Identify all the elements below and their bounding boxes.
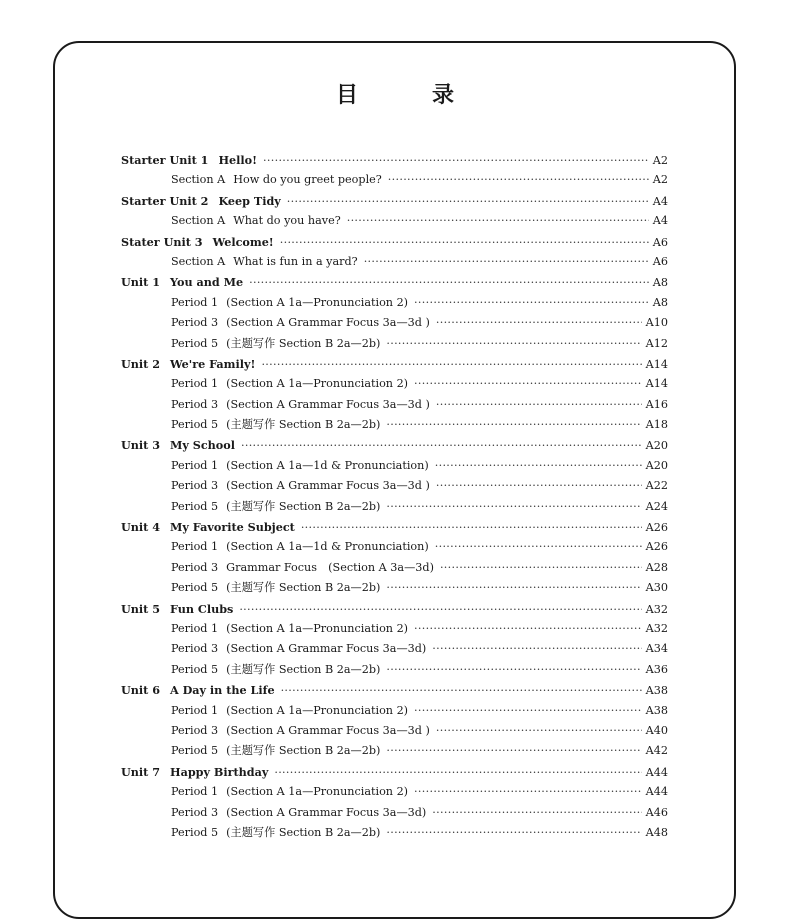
toc-entry-label <box>121 232 274 252</box>
dot-leader <box>436 395 642 415</box>
section-number: Period 1 <box>171 540 219 554</box>
page-number: A8 <box>652 276 668 290</box>
toc-entry-label <box>171 558 434 578</box>
section-description: (主题写作 Section B 2a—2b) <box>226 336 381 350</box>
unit-number: Unit 5 <box>121 601 160 616</box>
section-description: (主题写作 Section B 2a—2b) <box>226 662 381 676</box>
toc-entry-label <box>121 680 275 700</box>
page-number: A34 <box>645 642 668 656</box>
toc-subentry[interactable] <box>121 313 668 333</box>
unit-number: Unit 7 <box>121 764 160 779</box>
toc-entry-label <box>171 782 408 802</box>
toc-subentry[interactable] <box>121 639 668 659</box>
page-number: A32 <box>645 602 668 616</box>
dot-leader <box>281 681 642 701</box>
page-number: A32 <box>645 621 668 635</box>
section-number: Period 3 <box>171 479 219 493</box>
toc-subentry[interactable] <box>121 537 668 557</box>
page-number: A38 <box>645 703 668 717</box>
unit-number: Unit 4 <box>121 520 160 535</box>
section-number: Period 1 <box>171 621 219 635</box>
toc-entry-label <box>121 150 257 170</box>
dot-leader <box>414 619 642 639</box>
section-description: (主题写作 Section B 2a—2b) <box>226 581 381 595</box>
unit-number: Starter Unit 2 <box>121 193 209 208</box>
dot-leader <box>440 558 642 578</box>
toc-subentry[interactable] <box>121 293 668 313</box>
page-title: 目 录 <box>335 82 480 108</box>
section-description: What is fun in a yard? <box>233 254 358 268</box>
dot-leader <box>432 803 641 823</box>
toc-entry-label <box>171 476 430 496</box>
toc-entry-label <box>171 639 426 659</box>
toc-subentry[interactable] <box>121 497 668 517</box>
toc-entry-label <box>171 170 382 190</box>
section-description: (Section A 1a—Pronunciation 2) <box>226 785 409 799</box>
unit-name: Happy Birthday <box>170 764 269 779</box>
section-number: Period 5 <box>171 825 219 839</box>
toc-entry-label <box>171 334 380 354</box>
toc-subentry[interactable] <box>121 456 668 476</box>
dot-leader <box>301 518 642 538</box>
dot-leader <box>414 293 649 313</box>
toc-subentry[interactable] <box>121 211 668 231</box>
toc-entry-label <box>171 619 408 639</box>
dot-leader <box>386 578 641 598</box>
unit-name: Fun Clubs <box>170 601 234 616</box>
page-number: A4 <box>652 194 668 208</box>
section-number: Section A <box>171 254 226 268</box>
section-number: Period 3 <box>171 805 219 819</box>
dot-leader <box>249 273 649 293</box>
dot-leader <box>386 497 641 517</box>
toc-entry-label <box>171 456 429 476</box>
section-number: Period 3 <box>171 316 219 330</box>
dot-leader <box>241 436 642 456</box>
page-number: A18 <box>645 418 668 432</box>
section-description: (主题写作 Section B 2a—2b) <box>226 418 381 432</box>
unit-name: You and Me <box>170 275 244 290</box>
section-description: (Section A Grammar Focus 3a—3d ) <box>226 723 430 737</box>
section-description: (主题写作 Section B 2a—2b) <box>226 825 381 839</box>
page-number: A10 <box>645 316 668 330</box>
toc-entry-label <box>121 517 295 537</box>
toc-subentry[interactable] <box>121 374 668 394</box>
dot-leader <box>386 741 641 761</box>
page-number: A40 <box>645 723 668 737</box>
section-number: Period 1 <box>171 458 219 472</box>
toc-entry-label <box>171 374 408 394</box>
page-number: A14 <box>645 357 668 371</box>
dot-leader <box>280 233 649 253</box>
toc-entry-label <box>171 497 380 517</box>
toc-entry-label <box>171 721 430 741</box>
section-description: (Section A Grammar Focus 3a—3d ) <box>226 479 430 493</box>
unit-number: Unit 1 <box>121 275 160 290</box>
section-number: Period 1 <box>171 295 219 309</box>
unit-name: Hello! <box>218 153 258 167</box>
page-number: A2 <box>652 154 668 167</box>
section-description: (Section A 1a—1d & Pronunciation) <box>226 458 429 472</box>
toc-entry-label <box>171 415 380 435</box>
toc-entry-label <box>171 537 429 557</box>
page-number: A30 <box>645 581 668 595</box>
toc-entry-label <box>121 435 235 455</box>
dot-leader <box>261 355 641 375</box>
unit-number: Unit 3 <box>121 438 160 453</box>
page-number: A6 <box>652 235 668 249</box>
dot-leader <box>436 476 642 496</box>
page-number: A8 <box>652 295 668 309</box>
page-number: A26 <box>645 540 668 554</box>
toc-subentry[interactable] <box>121 476 668 496</box>
toc-subentry[interactable] <box>121 252 668 272</box>
toc-entry-label <box>171 660 380 680</box>
page-number: A26 <box>645 521 668 535</box>
page-number: A36 <box>645 662 668 676</box>
section-description: (Section A 1a—1d & Pronunciation) <box>226 540 429 554</box>
toc-entry-label <box>121 272 243 292</box>
section-number: Period 5 <box>171 418 219 432</box>
section-description: (主题写作 Section B 2a—2b) <box>226 499 381 513</box>
unit-name: Welcome! <box>212 234 274 249</box>
section-description: (Section A Grammar Focus 3a—3d ) <box>226 397 430 411</box>
toc-unit-entry[interactable] <box>121 680 668 700</box>
dot-leader <box>436 313 642 333</box>
toc-subentry[interactable] <box>121 741 668 761</box>
section-number: Period 3 <box>171 642 219 656</box>
section-number: Period 1 <box>171 377 219 391</box>
toc-unit-entry[interactable] <box>121 191 668 211</box>
toc-subentry[interactable] <box>121 701 668 721</box>
toc-unit-entry[interactable] <box>121 150 668 170</box>
section-number: Period 5 <box>171 662 219 676</box>
section-number: Section A <box>171 214 226 228</box>
page-number: A44 <box>645 785 668 799</box>
toc-unit-entry[interactable] <box>121 599 668 619</box>
toc-unit-entry[interactable] <box>121 762 668 782</box>
dot-leader <box>386 334 641 354</box>
toc-entry-label <box>171 701 408 721</box>
toc-unit-entry[interactable] <box>121 354 668 374</box>
toc-unit-entry[interactable] <box>121 517 668 537</box>
toc-entry-label <box>171 741 380 761</box>
page-number: A20 <box>645 439 668 453</box>
section-description: (Section A 1a—Pronunciation 2) <box>226 295 409 309</box>
section-number: Period 3 <box>171 723 219 737</box>
dot-leader <box>239 600 641 620</box>
dot-leader <box>388 170 649 190</box>
toc-entry-label <box>171 313 430 333</box>
dot-leader <box>414 701 642 721</box>
page-number: A20 <box>645 458 668 472</box>
section-number: Period 5 <box>171 744 219 758</box>
toc-entry-label <box>171 823 380 843</box>
page-number: A6 <box>652 254 668 268</box>
toc-subentry[interactable] <box>121 619 668 639</box>
toc-entry-label <box>121 354 255 374</box>
dot-leader <box>386 415 641 435</box>
section-number: Period 3 <box>171 560 219 574</box>
table-of-contents <box>121 150 668 843</box>
toc-subentry[interactable] <box>121 823 668 843</box>
toc-entry-label <box>121 599 233 619</box>
page-number: A46 <box>645 805 668 819</box>
page-number: A12 <box>645 336 668 350</box>
toc-subentry[interactable] <box>121 395 668 415</box>
toc-entry-label <box>171 211 341 231</box>
toc-entry-label <box>171 395 430 415</box>
unit-name: My Favorite Subject <box>170 520 295 535</box>
section-description: (Section A Grammar Focus 3a—3d) <box>226 805 427 819</box>
page-number: A24 <box>645 499 668 513</box>
dot-leader <box>287 192 649 212</box>
page-number: A42 <box>645 744 668 758</box>
dot-leader <box>347 211 649 231</box>
unit-name: We're Family! <box>170 356 256 371</box>
unit-number: Starter Unit 1 <box>121 153 209 167</box>
dot-leader <box>435 456 642 476</box>
section-description: (主题写作 Section B 2a—2b) <box>226 744 381 758</box>
section-description: (Section A 1a—Pronunciation 2) <box>226 377 409 391</box>
toc-subentry[interactable] <box>121 721 668 741</box>
dot-leader <box>386 660 641 680</box>
page-number: A48 <box>645 825 668 839</box>
toc-subentry[interactable] <box>121 415 668 435</box>
page-number: A22 <box>645 479 668 493</box>
toc-subentry[interactable] <box>121 170 668 190</box>
dot-leader <box>386 823 641 843</box>
section-number: Period 5 <box>171 336 219 350</box>
unit-number: Stater Unit 3 <box>121 234 203 249</box>
section-number: Period 5 <box>171 581 219 595</box>
page-number: A44 <box>645 765 668 779</box>
section-number: Period 3 <box>171 397 219 411</box>
toc-subentry[interactable] <box>121 578 668 598</box>
section-description: (Section A 1a—Pronunciation 2) <box>226 703 409 717</box>
dot-leader <box>274 763 641 783</box>
section-description: What do you have? <box>233 214 341 228</box>
page-number: A14 <box>645 377 668 391</box>
page-number: A2 <box>652 173 668 187</box>
toc-entry-label <box>171 578 380 598</box>
section-description: (Section A Grammar Focus 3a—3d ) <box>226 316 430 330</box>
page-number: A28 <box>645 560 668 574</box>
dot-leader <box>263 151 649 171</box>
section-number: Period 1 <box>171 785 219 799</box>
section-number: Period 5 <box>171 499 219 513</box>
page-number: A38 <box>645 684 668 698</box>
toc-entry-label <box>171 252 358 272</box>
dot-leader <box>432 639 641 659</box>
dot-leader <box>414 374 642 394</box>
dot-leader <box>364 252 649 272</box>
toc-entry-label <box>121 191 281 211</box>
dot-leader <box>436 721 642 741</box>
toc-entry-label <box>171 803 426 823</box>
section-number: Period 1 <box>171 703 219 717</box>
toc-subentry[interactable] <box>121 782 668 802</box>
toc-entry-label <box>121 762 268 782</box>
unit-name: My School <box>170 438 235 453</box>
unit-number: Unit 2 <box>121 356 160 371</box>
dot-leader <box>414 782 642 802</box>
dot-leader <box>435 537 642 557</box>
toc-subentry[interactable] <box>121 803 668 823</box>
section-description: Grammar Focus (Section A 3a—3d) <box>226 560 434 574</box>
section-description: How do you greet people? <box>233 173 382 187</box>
section-number: Section A <box>171 173 226 187</box>
unit-name: A Day in the Life <box>170 683 275 698</box>
toc-unit-entry[interactable] <box>121 272 668 292</box>
toc-unit-entry[interactable] <box>121 232 668 252</box>
toc-subentry[interactable] <box>121 558 668 578</box>
unit-name: Keep Tidy <box>218 193 281 208</box>
toc-entry-label <box>171 293 408 313</box>
section-description: (Section A 1a—Pronunciation 2) <box>226 621 409 635</box>
toc-unit-entry[interactable] <box>121 435 668 455</box>
unit-number: Unit 6 <box>121 683 160 698</box>
toc-subentry[interactable] <box>121 660 668 680</box>
toc-subentry[interactable] <box>121 334 668 354</box>
section-description: (Section A Grammar Focus 3a—3d) <box>226 642 427 656</box>
page-number: A4 <box>652 214 668 228</box>
page-number: A16 <box>645 397 668 411</box>
